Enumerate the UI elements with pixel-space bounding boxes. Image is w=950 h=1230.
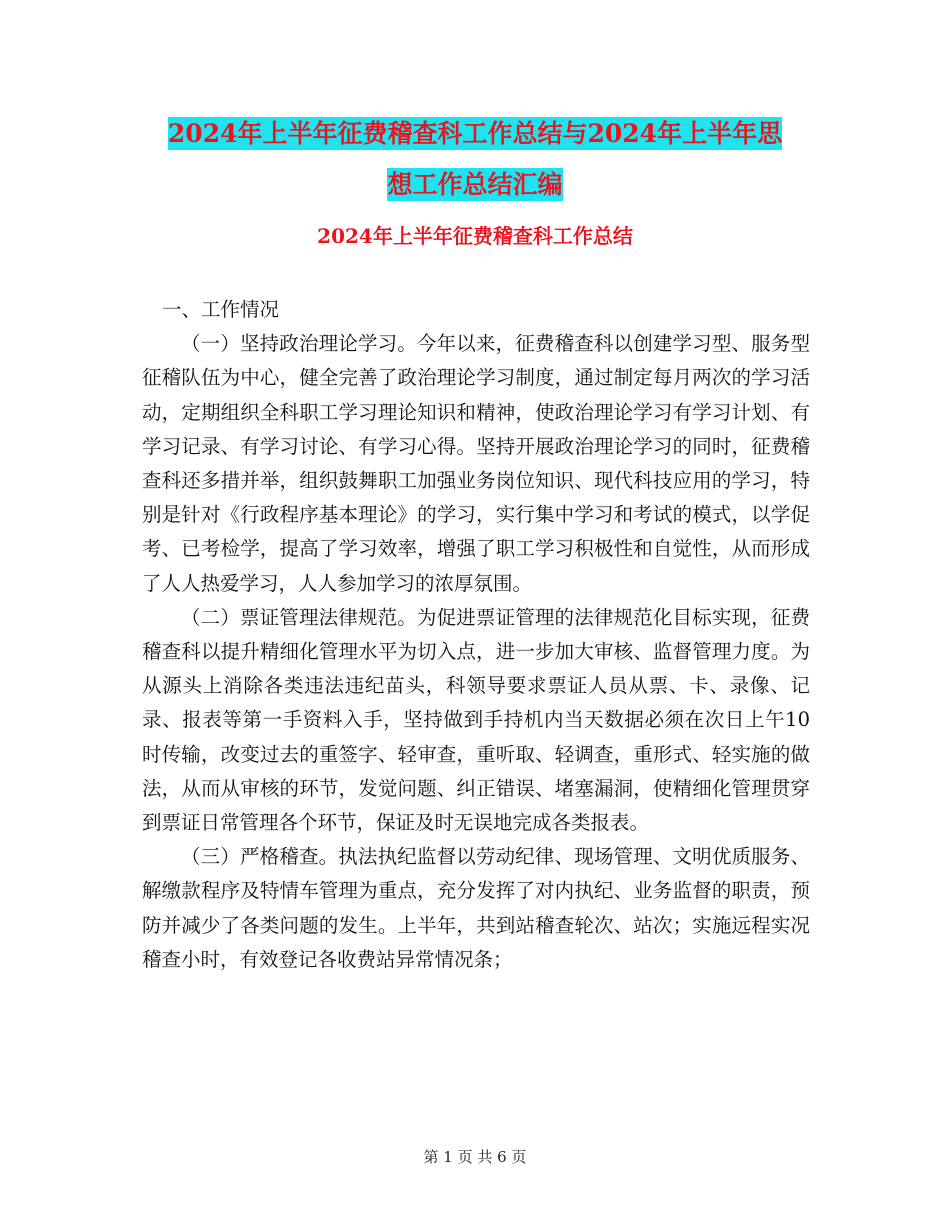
document-body [142,293,810,977]
document-title [140,108,810,210]
page-footer: 第 1 页 共 6 页 [423,1148,527,1166]
paragraph-strict-inspection: （三）严格稽查。执法执纪监督以劳动纪律、现场管理、文明优质服务、解缴款程序及特情车管理为重点，充分发挥了对内执纪、业务监督的职责，预防并减少了各类问题的发生。上半年，共到站稽查轮次、站次；实施远程实况稽查小时，有效登记各收费站异常情况条； [142,845,810,971]
section-title: 2024年上半年征费稽查科工作总结 [317,224,633,248]
paragraph-political-study: （一）坚持政治理论学习。今年以来，征费稽查科以创建学习型、服务型征稽队伍为中心，健全完善了政治理论学习制度，通过制定每月两次的学习活动，定期组织全科职工学习理论知识和精神，使政治理论学习有学习计划、有学习记录、有学习讨论、有学习心得。坚持开展政治理论学习的同时，征费稽查科还多措并举，组织鼓舞职工加强业务岗位知识、现代科技应用的学习，特别是针对《行政程序基本理论》的学习，实行集中学习和考试的模式，以学促考、已考检学，提高了学习效率，增强了职工学习积极性和自觉性，从而形成了人人热爱学习，人人参加学习的浓厚氛围。 [142,332,810,595]
document-title-line-2: 想工作总结汇编 [387,170,563,199]
heading-work-situation: 一、工作情况 [162,298,280,321]
paragraph-ticket-management: （二）票证管理法律规范。为促进票证管理的法律规范化目标实现，征费稽查科以提升精细化管理水平为切入点，进一步加大审核、监督管理力度。为从源头上消除各类违法违纪苗头，科领导要求票证人员从票、卡、录像、记录、报表等第一手资料入手，坚持做到手持机内当天数据必须在次日上午10时传输，改变过去的重签字、轻审查，重听取、轻调查，重形式、轻实施的做法，从而从审核的环节，发觉问题、纠正错误、堵塞漏洞，使精细化管理贯穿到票证日常管理各个环节，保证及时无误地完成各类报表。 [142,605,810,835]
document-title-line-1: 2024年上半年征费稽查科工作总结与2024年上半年思 [167,119,783,148]
